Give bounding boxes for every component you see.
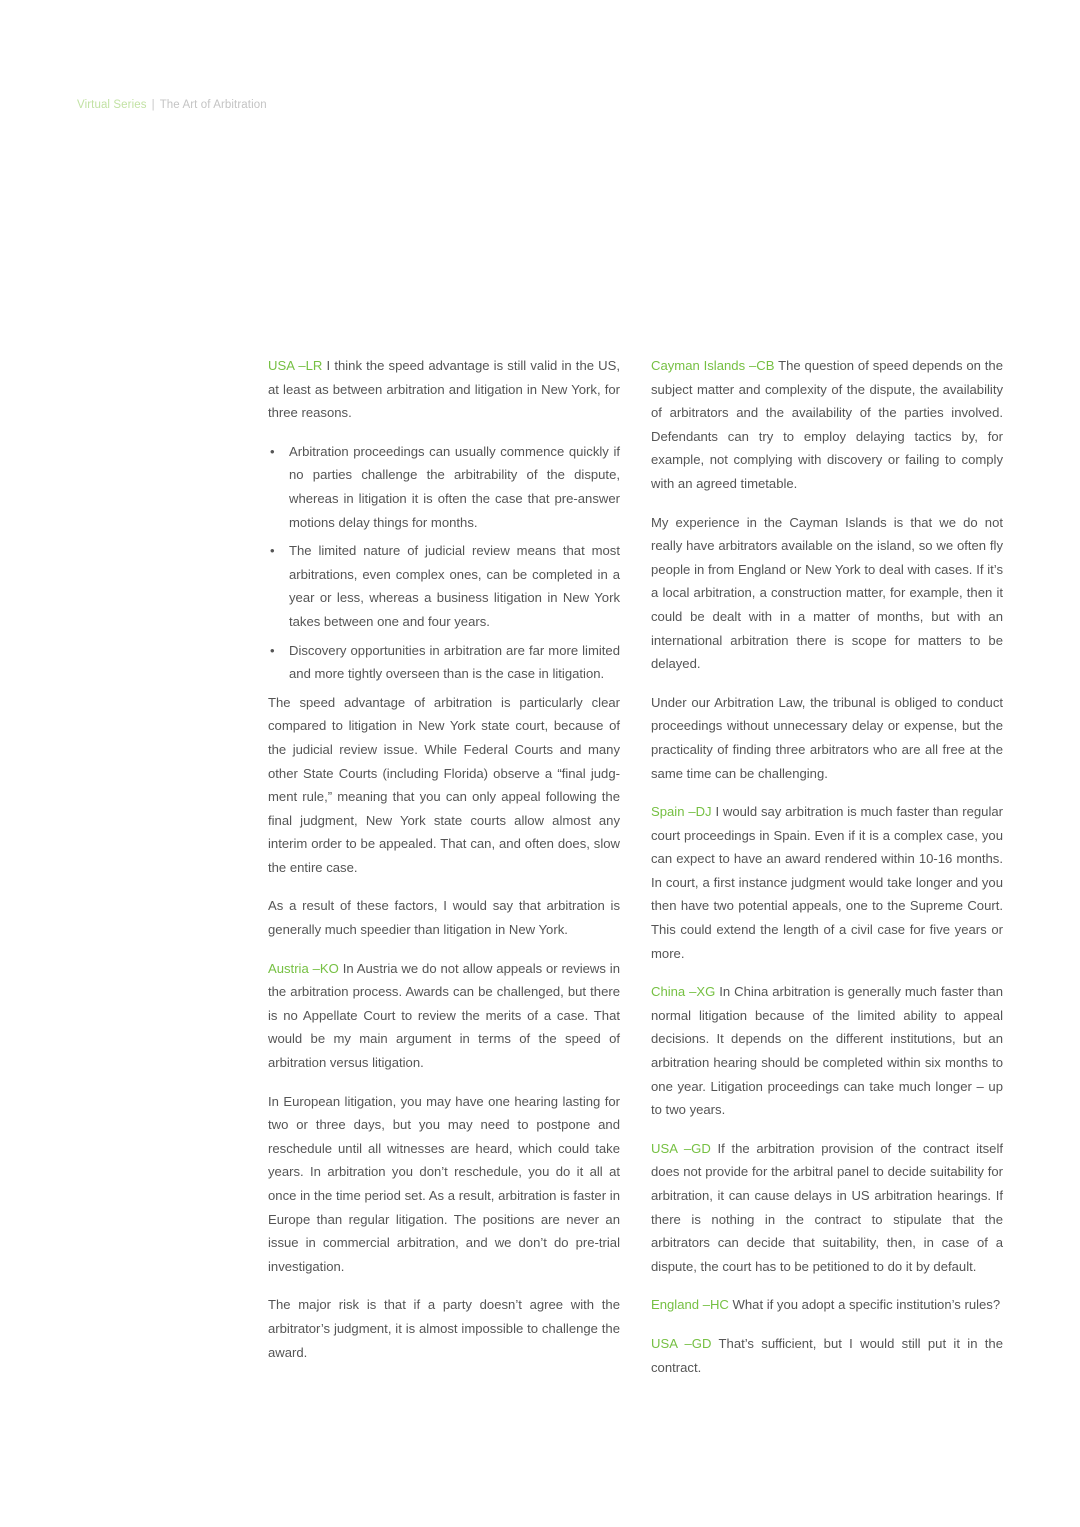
paragraph-arbitration-law: Under our Arbitration Law, the tribunal is obliged to conduct proceedings without unnecessary delay or expense, but the practicality of finding three arbitrators who are all free at the same time can be challenging. (651, 694, 1003, 781)
paragraph-text: I think the speed advantage is still valid in the US, at least as between arbitration and litigation in New York, for three reasons. (268, 358, 621, 421)
paragraph-text: In Austria we do not allow appeals or reviews in the arbitration process. Awards can be challenged, but there is no Appellate Court to review the merits of a case. That would be my main argument in terms of the speed of arbitration versus litigation. (268, 960, 620, 1071)
speaker-label: China –XG (651, 984, 716, 1000)
list-item (268, 440, 620, 534)
paragraph-text: I would say arbitration is much faster than regular court proceedings in Spain. Even if it is a complex case, you can expect to have an award rendered within 10-16 months. In court, a first instance judgment would take longer and you then have two potential appeals, one to the Supreme Court. This could extend the length of a civil case for five years or more. (651, 804, 1003, 961)
speaker-label: USA –GD (651, 1140, 711, 1156)
bullet-icon: • (270, 443, 275, 459)
paragraph-cayman-experience: My experience in the Cayman Islands is that we do not really have arbitrators available on the island, so we often fly people in from England or New York to deal with cases. If it’s a local arbitration, a construction matter, for example, then it could be dealt with in a matter of months, but with an international arbitration there is scope for matters to be delayed. (651, 514, 1003, 672)
list-item-text: Discovery opportunities in arbitration are far more limited and more tightly overseen than is the case in litigation. (289, 642, 620, 682)
paragraph-usa-gd-reply (651, 1332, 1003, 1379)
list-item-text: The limited nature of judicial review means that most arbitrations, even complex ones, can be completed in a year or less, whereas a business litigation in New York takes between one and four years. (289, 543, 620, 629)
list-item (268, 539, 620, 633)
header-separator: | (151, 99, 155, 111)
speaker-label: USA –LR (268, 358, 323, 373)
paragraph-text: That’s sufficient, but I would still put it in the contract. (651, 1335, 1003, 1375)
paragraph-european-litigation: In European litigation, you may have one hearing lasting for two or three days, but you may need to postpone and reschedule until all witnesses are heard, which could take years. In arbitration you don’t reschedule, you do it all at once in the time period set. As a result, arbitration is faster in Europe than regular litigation. The positions are never an issue in commercial arbitration, and we don’t do pre-trial investigation. (268, 1093, 620, 1274)
bullet-icon: • (270, 642, 275, 658)
speaker-label: Spain –DJ (651, 804, 712, 820)
paragraph-spain-dj (651, 800, 1003, 965)
list-item (268, 639, 620, 686)
paragraph-text: What if you adopt a specific institution’s rules? (728, 1297, 1001, 1313)
publication-title: The Art of Arbitration (159, 99, 267, 111)
reasons-list (268, 440, 620, 686)
paragraph-cayman-cb (651, 354, 1003, 496)
speaker-label: Austria –KO (268, 960, 339, 976)
speaker-label: Cayman Islands –CB (651, 358, 775, 373)
speaker-label: USA –GD (651, 1335, 712, 1351)
left-column (268, 354, 620, 1364)
paragraph-usa-gd (651, 1137, 1003, 1279)
paragraph-china-xg (651, 980, 1003, 1122)
paragraph-text: In China arbitration is generally much faster than normal litigation because of the limited ability to appeal decisions. It depends on the different institutions, but an arbitration hearing should be completed within six months to one year. Litigation proceedings can take much longer – up to two years. (651, 984, 1003, 1118)
paragraph-result: As a result of these factors, I would say that arbitration is generally much speedier than litigation in New York. (268, 898, 620, 938)
list-item-text: Arbitration proceedings can usually commence quickly if no parties challenge the arbitrability of the dispute, whereas in litigation it is often the case that pre-answer motions delay things for months. (289, 443, 620, 530)
right-column (651, 354, 1003, 1379)
paragraph-text: The question of speed depends on the subject matter and complexity of the dispute, the availability of arbitrators and the availability of the parties involved. Defendants can try to employ delaying tactics by, for example, not complying with discovery or failing to comply with an agreed timetable. (651, 358, 1003, 491)
paragraph-speed-advantage: The speed advantage of arbitration is particularly clear compared to litigation in New York state court, because of the judicial review issue. While Federal Courts and many other State Courts (including Florida) observe a “final judgment rule,” meaning that you can only appeal following the final judgment, New York state courts allow almost any interim order to be appealed. That can, and often does, slow the entire case. (268, 694, 620, 875)
paragraph-major-risk: The major risk is that if a party doesn’t agree with the arbitrator’s judgment, it is almost impossible to challenge the award. (268, 1297, 620, 1360)
paragraph-usa-lr (268, 354, 620, 425)
paragraph-austria-ko (268, 957, 620, 1075)
paragraph-england-hc (651, 1293, 1003, 1317)
paragraph-text: If the arbitration provision of the contract itself does not provide for the arbitral panel to decide suitability for arbitration, it can cause delays in US arbitration hearings. If there is nothing in the contract to stipulate that the arbitrators can decide that suitability, then, in case of a dispute, the court has to be petitioned to do it by default. (651, 1140, 1004, 1274)
bullet-icon: • (270, 543, 275, 559)
running-header (77, 99, 267, 111)
speaker-label: England –HC (651, 1297, 729, 1313)
series-name: Virtual Series (77, 99, 147, 111)
